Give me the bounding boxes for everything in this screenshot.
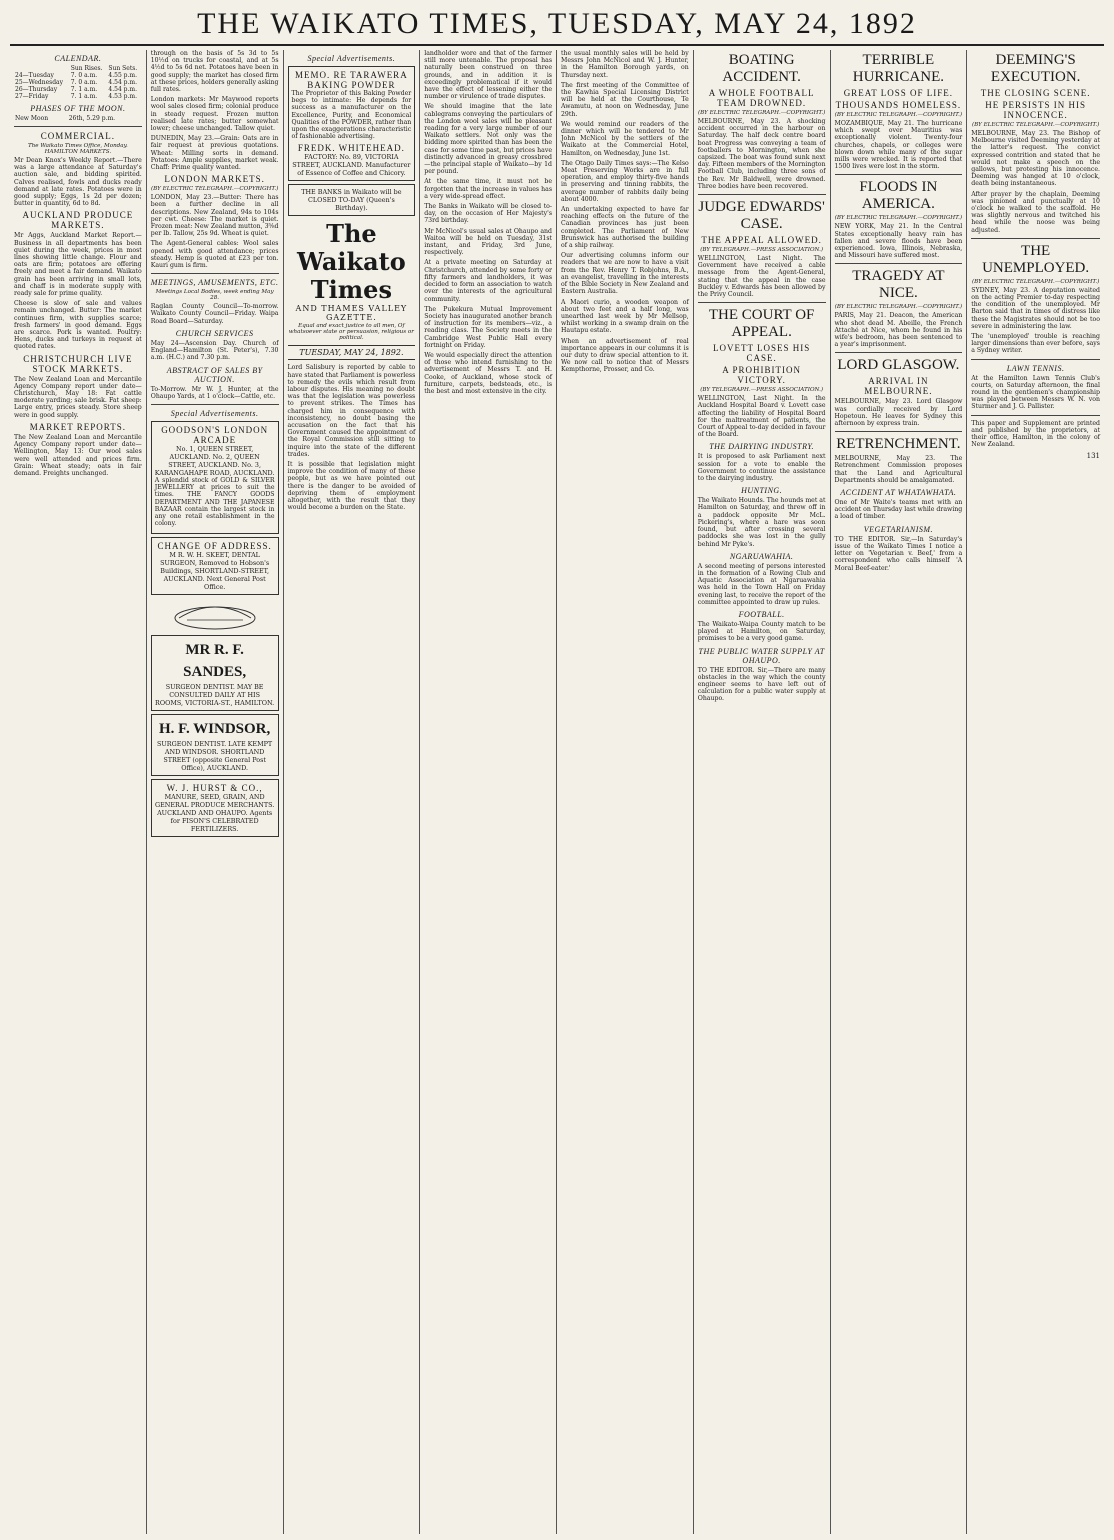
article-paragraph: The New Zealand Loan and Mercantile Agency Company report under date—Wellington, May 13: Our wool sales were well attended and prices firm. Grain: Wheat steady; oats in fair demand. Freights unchanged. bbox=[14, 433, 142, 477]
section-heading: HUNTING. bbox=[741, 486, 783, 496]
calendar-heading: CALENDAR. bbox=[54, 54, 102, 63]
calendar-header-cell: Sun Sets. bbox=[108, 65, 138, 72]
article-paragraph: When an advertisement of real importance appears in our columns it is our duty to draw special attention to it. We now call to notice that of Messrs Kempthorne, Prosser, and Co. bbox=[561, 337, 689, 374]
headline: THE COURT OF APPEAL. bbox=[708, 307, 815, 341]
page-columns bbox=[10, 50, 1104, 1534]
section-heading: CHURCH SERVICES bbox=[175, 328, 254, 338]
calendar-cell: 7. 1 a.m. bbox=[70, 93, 98, 100]
advertisement-dentist bbox=[151, 635, 279, 711]
telegraph-credit: (BY ELECTRIC TELEGRAPH.—COPYRIGHT.) bbox=[971, 122, 1100, 128]
section-heading: NGARUAWAHIA. bbox=[729, 551, 794, 561]
article-paragraph: London markets: Mr Maywood reports wool sales closed firm; colonial produce in steady request. Frozen mutton realised late rates; butter somewhat lower; cheese unchanged. Tallow quiet. bbox=[150, 96, 279, 133]
article-paragraph: Mr McNicol's usual sales at Ohaupo and Waitoa will be held on Tuesday, 31st instant, and Friday, 3rd June, respectively. bbox=[424, 227, 552, 257]
headline: FLOODS IN AMERICA. bbox=[859, 179, 938, 213]
calendar-header-row bbox=[14, 65, 142, 72]
moon-cell: New Moon bbox=[15, 115, 49, 122]
column-5 bbox=[557, 50, 694, 1534]
advertisement-baking-powder bbox=[288, 66, 416, 181]
article-paragraph: SYDNEY, May 23. A deputation waited on the acting Premier to-day respecting the condition of the unemployed. Mr Barton said that in times of distress like these the Magistrates should not be too severe in administering the law. bbox=[971, 286, 1100, 330]
article-paragraph: MOZAMBIQUE, May 21. The hurricane which swept over Mauritius was exceptionally violent. Twenty-four churches, chapels, or colleges were blown down while many of the sugar mills were wrecked. It is reported that 1500 lives were lost in the storm. bbox=[834, 120, 963, 171]
subheading: Meetings Local Bodies, week ending May 28. bbox=[155, 289, 274, 302]
divider bbox=[971, 238, 1100, 239]
article-paragraph: TO THE EDITOR. Sir,—There are many obstacles in the way which the county engineer seems to have left out of calculation for a public water supply at Ohaupo. bbox=[697, 666, 826, 703]
subheadline: LOVETT LOSES HIS CASE. bbox=[712, 343, 811, 364]
article-paragraph: We would remind our readers of the dinner which will be tendered to Mr John McNicol by the settlers of the Waikato at the Commercial Hotel, Hamilton, on Wednesday, June 1st. bbox=[561, 120, 689, 157]
advertisement-windsor bbox=[151, 714, 279, 776]
calendar-header-cell: Sun Rises. bbox=[70, 65, 103, 72]
section-heading: FOOTBALL. bbox=[738, 609, 785, 619]
telegraph-credit: (BY ELECTRIC TELEGRAPH.—COPYRIGHT.) bbox=[834, 215, 963, 222]
divider bbox=[151, 273, 279, 274]
ad-paragraph: The Proprietor of this Baking Powder begs to intimate: He depends for success as a manufacturer on the Excellence, Purity, and Economical Qualities of the POWDER, rather than upon the exaggerations characteristic of fashionable advertising. bbox=[291, 90, 412, 141]
article-paragraph: The New Zealand Loan and Mercantile Agency Company report under date—Christchurch, May 18: Fat cattle moderate yarding; sale brisk. Fat sheep: Large entry, prices steady. Store sheep were in good supply. bbox=[14, 375, 142, 419]
article-paragraph: NEW YORK, May 21. In the Central States exceptionally heavy rain has fallen and severe floods have been experienced. Iowa, Illinois, Nebraska, and Missouri have suffered most. bbox=[834, 223, 963, 260]
headline: DEEMING'S EXECUTION. bbox=[990, 52, 1081, 85]
article-paragraph: The Waikato Hounds. The hounds met at Hamilton on Saturday, and threw off in a paddock opposite Mr McL. Pickering's, where a hare was soon found, but after crossing several paddocks she was lost in the gully behind Mr Pyke's. bbox=[697, 497, 826, 548]
divider bbox=[698, 302, 826, 303]
article-paragraph: the usual monthly sales will be held by Messrs John McNicol and W. J. Hunter, in the Hamilton Borough yards, on Thursday next. bbox=[561, 50, 689, 79]
calendar-table bbox=[14, 65, 142, 100]
article-paragraph: After prayer by the chaplain, Deeming was pinioned and punctually at 10 o'clock he walked to the scaffold. He was slightly nervous and twitched his head while the noose was being adjusted. bbox=[971, 190, 1100, 234]
article-paragraph: Mr Dean Knox's Weekly Report.—There was a large attendance at Saturday's auction sale, and bidding spirited. Calves realised, fowls and ducks ready demand at late rates. Potatoes were in good supply; Eggs, 1s 2d per dozen; butter in quantity, 6d to 8d. bbox=[14, 157, 142, 208]
article-paragraph: At a private meeting on Saturday at Christchurch, attended by some forty or fifty farmers and landholders, it was decided to form an association to watch over the interests of the agricultural community. bbox=[424, 259, 552, 303]
subheadline: HE PERSISTS IN HIS INNOCENCE. bbox=[985, 100, 1086, 120]
article-paragraph: It is proposed to ask Parliament next session for a vote to enable the Government to continue the assistance to the dairying industry. bbox=[697, 453, 826, 483]
calendar-cell: 4.53 p.m. bbox=[108, 93, 138, 100]
article-paragraph: The Banks in Waikato will be closed to-day, on the occasion of Her Majesty's 73rd birthday. bbox=[424, 203, 552, 225]
ad-title: CHANGE OF ADDRESS. bbox=[157, 541, 272, 552]
calendar-cell: 4.55 p.m. bbox=[108, 72, 138, 79]
ad-text: M R. W. H. SKEET, DENTAL SURGEON, Removed to Hobson's Buildings, SHORTLAND-STREET, AUCKLAND. Next General Post Office. bbox=[160, 551, 270, 592]
section-heading: ABSTRACT OF SALES BY AUCTION. bbox=[166, 365, 263, 384]
column-1 bbox=[10, 50, 147, 1534]
calendar-cell: 24—Tuesday bbox=[15, 72, 54, 79]
article-paragraph: At the same time, it must not be forgotten that the increase in values has a very wide-spread effect. bbox=[424, 178, 552, 200]
section-heading: VEGETARIANISM. bbox=[863, 524, 934, 534]
telegraph-credit: (BY ELECTRIC TELEGRAPH.—COPYRIGHT.) bbox=[834, 112, 963, 118]
article-paragraph: WELLINGTON, Last Night. In the Auckland Hospital Board v. Lovett case affecting the liability of Hospital Board for the maltreatment of patients, the Court of Appeal to-day decided in favour of the Board. bbox=[697, 395, 826, 439]
article-paragraph: We should imagine that the late cablegrams conveying the particulars of the London wool sales will be pleasant reading for a very large number of our Waikato settlers. Not only was the bidding more spirited than has been the case for some time past, but prices have distinctly advanced in greasy crossbred—the principal staple of Waikato—by 1d per pound. bbox=[424, 103, 552, 176]
divider bbox=[151, 404, 279, 405]
calendar-cell: 4.54 p.m. bbox=[108, 86, 138, 93]
headline: THE UNEMPLOYED. bbox=[982, 242, 1090, 276]
divider bbox=[835, 431, 963, 432]
telegraph-credit: (BY ELECTRIC TELEGRAPH.—COPYRIGHT.) bbox=[971, 278, 1100, 285]
subheadline: THE CLOSING SCENE. bbox=[980, 88, 1091, 98]
divider bbox=[835, 263, 963, 264]
subheadline: THE APPEAL ALLOWED. bbox=[701, 235, 822, 246]
article-paragraph: through on the basis of 5s 3d to 5s 10½d on trucks for coastal, and at 5s 4½d to 5s 6d net. Potatoes have been in good supply; the market has closed firm at these prices, holders generally asking full rates. bbox=[150, 50, 279, 94]
divider bbox=[835, 174, 963, 175]
headline: TRAGEDY AT NICE. bbox=[852, 268, 945, 302]
subheadline: ARRIVAL IN MELBOURNE. bbox=[864, 376, 933, 397]
headline: LORD GLASGOW. bbox=[837, 357, 960, 374]
calendar-cell: 26—Thursday bbox=[15, 86, 58, 93]
section-heading: ACCIDENT AT WHATAWHATA. bbox=[840, 488, 957, 498]
ad-text: FACTORY: No. 89, VICTORIA STREET, AUCKLAND. Manufacturer of Essence of Coffee and Chicory. bbox=[292, 153, 411, 178]
article-paragraph: The Waikato-Waipa County match to be played at Hamilton, on Saturday, promises to be a very good game. bbox=[697, 620, 826, 643]
article-paragraph: An undertaking expected to have far reaching effects on the future of the Canadian provinces has just been completed. The Parliament of New Brunswick has authorised the building of a ship railway. bbox=[561, 206, 689, 250]
ad-title: MEMO. RE TARAWERA BAKING POWDER bbox=[295, 70, 408, 90]
ad-text: THE BANKS in Waikato will be CLOSED TO-DAY (Queen's Birthday). bbox=[301, 188, 402, 213]
subheadline: THOUSANDS HOMELESS. bbox=[835, 100, 962, 110]
moon-table bbox=[14, 115, 142, 122]
article-paragraph: Our advertising columns inform our readers that we are now to have a visit from the Rev. Henry T. Robjohns, B.A., an evangelist, travelling in the interests of the Bible Society in New Zealand and Eastern Australia. bbox=[561, 252, 689, 296]
section-heading: CHRISTCHURCH LIVE STOCK MARKETS. bbox=[23, 353, 133, 374]
article-paragraph: Cheese is slow of sale and values remain unchanged. Butter: The market continues firm, with supplies scarce; fresh farmers' in good demand. Eggs are scarce. Pork is wanted. Poultry: Hens, ducks and turkeys in request at quoted rates. bbox=[14, 300, 142, 351]
divider bbox=[698, 194, 826, 195]
paper-motto: Equal and exact justice to all men, Of whatsoever state or persuasion, religious or political. bbox=[288, 323, 414, 342]
calendar-row bbox=[14, 72, 142, 79]
editorial-dateline: TUESDAY, MAY 24, 1892. bbox=[288, 345, 416, 360]
moon-cell: 26th, 5.29 p.m. bbox=[68, 115, 116, 122]
calendar-cell: 7. 1 a.m. bbox=[70, 86, 98, 93]
divider bbox=[14, 126, 142, 127]
article-paragraph: The Otago Daily Times says:—The Kelso Meat Preserving Works are in full operation, and employ thirty-five hands in preserving and tinning rabbits, the average number of rabbits daily being about 4000. bbox=[561, 159, 689, 203]
paper-subtitle: AND THAMES VALLEY GAZETTE. bbox=[295, 304, 408, 323]
calendar-row bbox=[14, 86, 142, 93]
section-heading: Special Advertisements. bbox=[170, 408, 259, 418]
calendar-header-cell bbox=[14, 65, 70, 72]
divider bbox=[971, 415, 1100, 416]
calendar-row bbox=[14, 93, 142, 100]
section-heading: LAWN TENNIS. bbox=[1006, 363, 1065, 373]
column-8 bbox=[967, 50, 1104, 1534]
article-paragraph: The 'unemployed' trouble is reaching larger dimensions than ever before, says a Sydney writer. bbox=[971, 333, 1100, 355]
column-7 bbox=[831, 50, 968, 1534]
telegraph-credit: (BY TELEGRAPH.—PRESS ASSOCIATION.) bbox=[700, 247, 824, 254]
ad-text: SURGEON DENTIST. LATE KEMPT AND WINDSOR. SHORTLAND STREET (opposite General Post Office), AUCKLAND. bbox=[157, 740, 273, 773]
headline: BOATING ACCIDENT. bbox=[722, 52, 801, 85]
article-paragraph: One of Mr Waite's teams met with an accident on Thursday last while drawing a load of timber. bbox=[834, 499, 963, 521]
article-paragraph: The Pukekura Mutual Improvement Society has inaugurated another branch of instruction for its members—viz., a reading class. The Society meets in the Cambridge West Public Hall every fortnight on Friday. bbox=[424, 305, 552, 349]
moon-row bbox=[14, 115, 142, 122]
ad-paragraph: A splendid stock of GOLD & SILVER JEWELLERY at prices to suit the times. THE FANCY GOODS DEPARTMENT AND THE JAPANESE BAZAAR contain the largest stock in any one retail establishment in the colony. bbox=[154, 476, 275, 528]
article-paragraph: The Agent-General cables: Wool sales opened with good attendance; prices steady. Hemp is quoted at £23 per ton. Kauri gum is firm. bbox=[150, 240, 279, 270]
ad-name: W. J. HURST & CO., bbox=[166, 783, 263, 794]
article-paragraph: May 24—Ascension Day. Church of England—Hamilton (St. Peter's), 7.30 a.m. (H.C.) and 7.30 p.m. bbox=[150, 339, 279, 362]
section-heading: Special Advertisements. bbox=[307, 54, 396, 63]
article-paragraph: We would especially direct the attention of those who intend furnishing to the advertisement of Messrs T. and H. Cooke, of Auckland, whose stock of furniture, carpets, bedsteads, etc., is the best and most extensive in the city. bbox=[424, 351, 552, 395]
telegraph-credit: (BY ELECTRIC TELEGRAPH.—COPYRIGHT.) bbox=[834, 304, 963, 311]
section-heading: AUCKLAND PRODUCE MARKETS. bbox=[22, 210, 134, 231]
calendar-cell: 7. 0 a.m. bbox=[70, 79, 98, 86]
article-paragraph: MELBOURNE, May 23. Lord Glasgow was cordially received by Lord Hopetoun. He leaves for Sydney this afternoon by express train. bbox=[834, 398, 963, 428]
calendar-cell: 7. 0 a.m. bbox=[70, 72, 98, 79]
moon-heading: PHASES OF THE MOON. bbox=[30, 104, 126, 113]
subheadline: GREAT LOSS OF LIFE. bbox=[843, 88, 954, 98]
section-heading: LONDON MARKETS. bbox=[164, 174, 265, 185]
article-paragraph: landholder wore and that of the farmer still more untenable. The proposal has naturally been construed on three grounds, and in addition it is exceedingly problematical if it would have the effect of lessening either the number or virulence of trade disputes. bbox=[424, 50, 552, 101]
article-paragraph: PARIS, May 21. Deacon, the American who shot dead M. Abeille, the French Attaché at Nice, whom he found in his wife's bedroom, has been sentenced to a year's imprisonment. bbox=[834, 312, 963, 349]
section-heading: MARKET REPORTS. bbox=[29, 421, 127, 432]
article-paragraph: MELBOURNE, May 23. A shocking accident occurred in the harbour on Saturday. The half deck centre board boat Progress was conveying a team of footballers to Mornington, when she capsized. The boat was found sunk next day. Fifteen members of the Mornington Football Club, including three sons of the Rev. Mr Baldwell, were drowned. Three bodies have been recovered. bbox=[697, 118, 826, 190]
calendar-cell: 25—Wednesday bbox=[15, 79, 64, 86]
advertisement-hurst bbox=[151, 779, 279, 837]
newspaper-title: THE WAIKATO TIMES, TUESDAY, MAY 24, 1892 bbox=[197, 7, 917, 40]
article-paragraph: A Maori curio, a wooden weapon of about two feet and a half long, was unearthed last week by Mr Mellsop, whilst working in a swamp drain on the Hautapu estate. bbox=[561, 298, 689, 335]
banks-notice bbox=[288, 184, 416, 216]
paper-nameplate: The Waikato Times bbox=[296, 219, 406, 305]
calendar-cell: 27—Friday bbox=[15, 93, 49, 100]
article-paragraph: At the Hamilton Lawn Tennis Club's courts, on Saturday afternoon, the final round in the gentlemen's championship was played between Messrs W. N. von Sturmer and J. G. Pallister. bbox=[971, 374, 1100, 411]
headline: TERRIBLE HURRICANE. bbox=[852, 52, 944, 85]
ad-name: MR R. F. SANDES, bbox=[183, 642, 247, 681]
subheadline: A WHOLE FOOTBALL TEAM DROWNED. bbox=[708, 88, 815, 108]
ad-name: H. F. WINDSOR, bbox=[158, 721, 271, 738]
article-paragraph: WELLINGTON, Last Night. The Government have received a cable message from the Agent-General, stating that the appeal in the case Buckley v. Edwards has been allowed by the Privy Council. bbox=[697, 255, 826, 299]
column-4 bbox=[420, 50, 557, 1534]
section-heading: THE PUBLIC WATER SUPPLY AT OHAUPO. bbox=[698, 646, 825, 665]
article-paragraph: DUNEDIN, May 23.—Grain: Oats are in fair request at previous quotations. Wheat: Milling sorts in demand. Potatoes: Ample supplies, market weak. Chaff: Prime quality wanted. bbox=[150, 135, 279, 172]
telegraph-credit: (BY TELEGRAPH.—PRESS ASSOCIATION.) bbox=[700, 387, 824, 394]
telegraph-credit: (BY ELECTRIC TELEGRAPH.—COPYRIGHT.) bbox=[697, 110, 826, 116]
section-heading: COMMERCIAL. bbox=[40, 131, 115, 141]
article-paragraph: It is possible that legislation might improve the condition of many of these people, but as we have pointed out there is the danger to be avoided of depriving them of employment altogether, with the result that they would become a burden on the State. bbox=[287, 461, 416, 512]
article-paragraph: Lord Salisbury is reported by cable to have stated that Parliament is powerless to remedy the evils which result from labour disputes. His meaning no doubt was that the legislation was powerless to prevent strikes. The Times has charged him in consequence with inconsistency, no doubt basing the accusation on the fact that his Government caused the appointment of the Royal Commission still sitting to inquire into the state of the different trades. bbox=[287, 364, 416, 458]
ad-text: SURGEON DENTIST. MAY BE CONSULTED DAILY AT HIS ROOMS, VICTORIA-ST., HAMILTON. bbox=[155, 683, 275, 708]
article-paragraph: Mr Aggs, Auckland Market Report.—Business in all departments has been quiet during the week, prices in most lines showing little change. Flour and oats are firm; potatoes are offering freely and meet a fair demand. Waikato grain has been arriving in small lots, and chaff is in moderate supply with ready sale for prime quality. bbox=[14, 232, 142, 298]
article-paragraph: MELBOURNE, May 23. The Bishop of Melbourne visited Deeming yesterday at the latter's request. The convict expressed contrition and stated that he would not make a speech on the gallows, but protesting his innocence. Deeming was hanged at 10 o'clock, death being instantaneous. bbox=[971, 130, 1100, 188]
section-heading: THE DAIRYING INDUSTRY. bbox=[709, 442, 815, 452]
ad-title: GOODSON'S LONDON ARCADE bbox=[161, 424, 269, 445]
headline: RETRENCHMENT. bbox=[836, 436, 961, 453]
masthead bbox=[10, 4, 1104, 46]
advertisement-arcade bbox=[151, 421, 279, 534]
calendar-row bbox=[14, 79, 142, 86]
imprint: This paper and Supplement are printed and published by the proprietors, at their office, Hamilton, in the colony of New Zealand. bbox=[971, 419, 1100, 449]
ad-text: MANURE, SEED, GRAIN, AND GENERAL PRODUCE MERCHANTS. AUCKLAND AND OHAUPO. Agents for FISON'S CELEBRATED FERTILIZERS. bbox=[154, 793, 275, 834]
advertisement-change-address bbox=[151, 537, 279, 595]
article-paragraph: LONDON, May 23.—Butter: There has been a further decline in all descriptions. New Zealand, 94s to 104s per cwt. Cheese: The market is quiet. Frozen meat: New Zealand mutton, 3⅝d per lb. Tallow, 25s 9d. Wheat is quiet. bbox=[150, 194, 279, 238]
dateline: The Waikato Times Office, Monday. HAMILTON MARKETS. bbox=[27, 143, 128, 155]
article-paragraph: TO THE EDITOR. Sir,—In Saturday's issue of the Waikato Times I notice a letter on 'Vegetarian v. Beef,' from a correspondent who calls himself 'A Moral Beef-eater.' bbox=[834, 535, 963, 572]
column-3 bbox=[284, 50, 421, 1534]
divider bbox=[971, 359, 1100, 360]
article-paragraph: A second meeting of persons interested in the formation of a Rowing Club and Aquatic Association at Ngaruawahia was held in the Town Hall on Friday evening last, to receive the report of the committee appointed to draw up rules. bbox=[697, 562, 826, 606]
telegraph-credit: (BY ELECTRIC TELEGRAPH.—COPYRIGHT.) bbox=[150, 186, 279, 193]
headline: JUDGE EDWARDS' CASE. bbox=[698, 199, 825, 233]
divider bbox=[835, 352, 963, 353]
article-paragraph: MELBOURNE, May 23. The Retrenchment Commission proposes that the Land and Agricultural Departments should be amalgamated. bbox=[834, 455, 963, 484]
ad-name: FREDK. WHITEHEAD. bbox=[297, 143, 405, 154]
article-paragraph: The first meeting of the Committee of the Kawhia Special Licensing District will be held at the Courthouse, Te Awamutu, at noon on Wednesday, June 29th. bbox=[561, 81, 689, 118]
subheadline: A PROHIBITION VICTORY. bbox=[722, 365, 801, 386]
article-paragraph: Raglan County Council—To-morrow. Waikato County Council—Friday. Waipa Road Board—Saturday. bbox=[150, 303, 279, 325]
article-paragraph: To-Morrow. Mr W. J. Hunter, at the Ohaupo Yards, at 1 o'clock—Cattle, etc. bbox=[150, 385, 279, 400]
ad-text: No. 1, QUEEN STREET, AUCKLAND. No. 2, QUEEN STREET, AUCKLAND. No. 3, KARANGAHAPE ROAD, AUCKLAND. bbox=[154, 444, 275, 477]
section-heading: MEETINGS, AMUSEMENTS, ETC. bbox=[150, 278, 279, 288]
ornament-image bbox=[167, 598, 263, 632]
column-2 bbox=[147, 50, 284, 1534]
calendar-cell: 4.54 p.m. bbox=[108, 79, 138, 86]
page-number: 131 bbox=[1086, 451, 1100, 460]
column-6 bbox=[694, 50, 831, 1534]
